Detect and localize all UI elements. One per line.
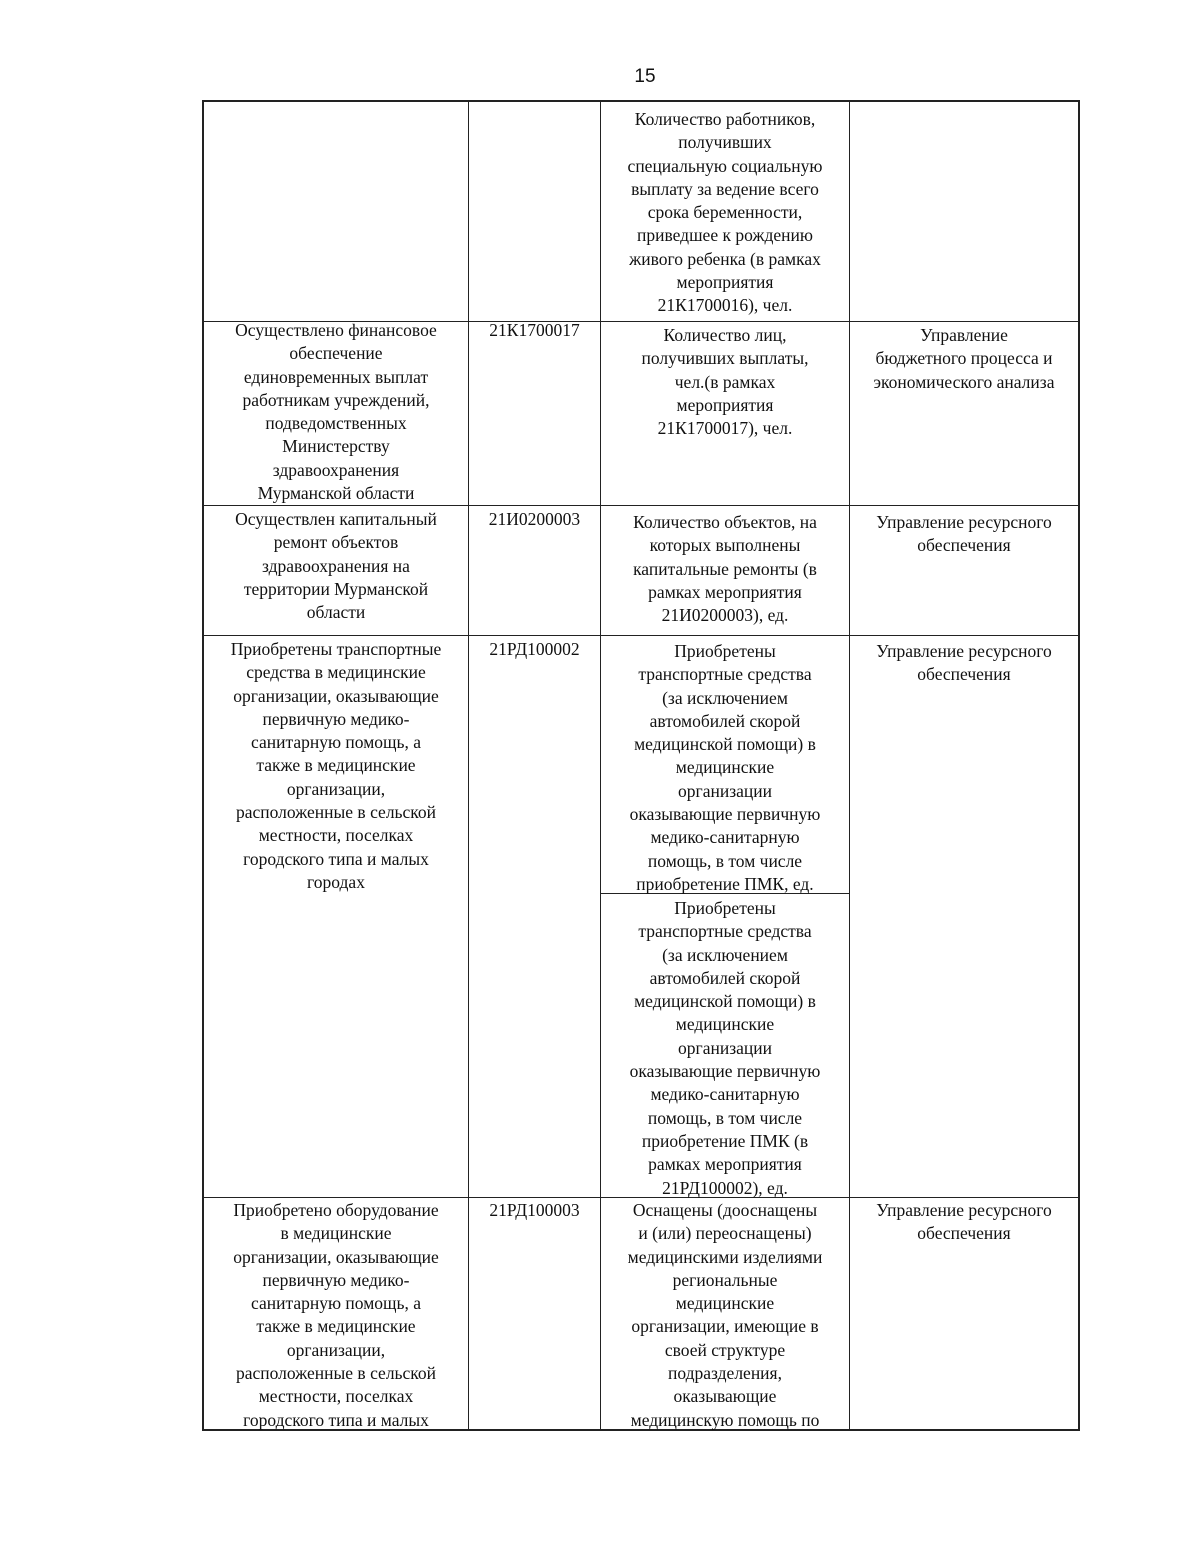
column-divider <box>600 100 601 1431</box>
indicator-cell: Количество лиц, получивших выплаты, чел.(в рамках мероприятия 21К1700017), чел. <box>641 325 809 439</box>
responsible-cell: Управление ресурсного обеспечения <box>876 512 1052 556</box>
row-divider <box>202 635 1080 636</box>
indicator-cell: Количество работников, получивших специальную социальную выплату за ведение всего срока беременности, приведшее к рождению живого ребенка (в рамках мероприятия 21К1700016), чел. <box>627 109 823 316</box>
table-border-right <box>1078 100 1080 1431</box>
code-cell: 21РД100003 <box>489 1200 580 1220</box>
responsible-cell: Управление бюджетного процесса и экономического анализа <box>873 325 1055 392</box>
result-cell: Осуществлен капитальный ремонт объектов здравоохранения на территории Мурманской области <box>235 509 437 623</box>
code-cell: 21РД100002 <box>489 639 580 659</box>
activities-table <box>202 100 1080 1431</box>
indicator-cell: Количество объектов, на которых выполнены капитальные ремонты (в рамках мероприятия 21И0200003), ед. <box>633 512 817 626</box>
indicator-cell: Приобретены транспортные средства (за исключением автомобилей скорой медицинской помощи) в медицинские организации оказывающие первичную медико-санитарную помощь, в том числе приобретение ПМК, ед. <box>629 641 821 894</box>
result-cell: Осуществлено финансовое обеспечение единовременных выплат работникам учреждений, подведомственных Министерству здравоохранения Мурманской области <box>235 320 437 504</box>
responsible-cell: Управление ресурсного обеспечения <box>876 1200 1052 1244</box>
column-divider <box>468 100 469 1431</box>
code-cell: 21К1700017 <box>489 320 580 340</box>
indicator-cell: Приобретены транспортные средства (за исключением автомобилей скорой медицинской помощи) в медицинские организации оказывающие первичную медико-санитарную помощь, в том числе приобретение ПМК (в рамках мероприятия 21РД100002), ед. <box>629 898 821 1198</box>
indicator-cell: Оснащены (дооснащены и (или) переоснащены) медицинскими изделиями региональные медицинские организации, имеющие в своей структуре подразделения, оказывающие медицинскую помощь по <box>627 1200 823 1430</box>
column-divider <box>849 100 850 1431</box>
result-cell: Приобретено оборудование в медицинские организации, оказывающие первичную медико- санитарную помощь, а также в медицинские организации, расположенные в сельской местности, поселках городского типа и малых <box>233 1200 439 1430</box>
result-cell: Приобретены транспортные средства в медицинские организации, оказывающие первичную медико- санитарную помощь, а также в медицинские организации, расположенные в сельской местности, поселках городского типа и малых городах <box>230 639 442 892</box>
responsible-cell: Управление ресурсного обеспечения <box>876 641 1052 685</box>
code-cell: 21И0200003 <box>488 509 581 529</box>
page-number: 15 <box>634 66 656 87</box>
table-border-top <box>202 100 1080 102</box>
